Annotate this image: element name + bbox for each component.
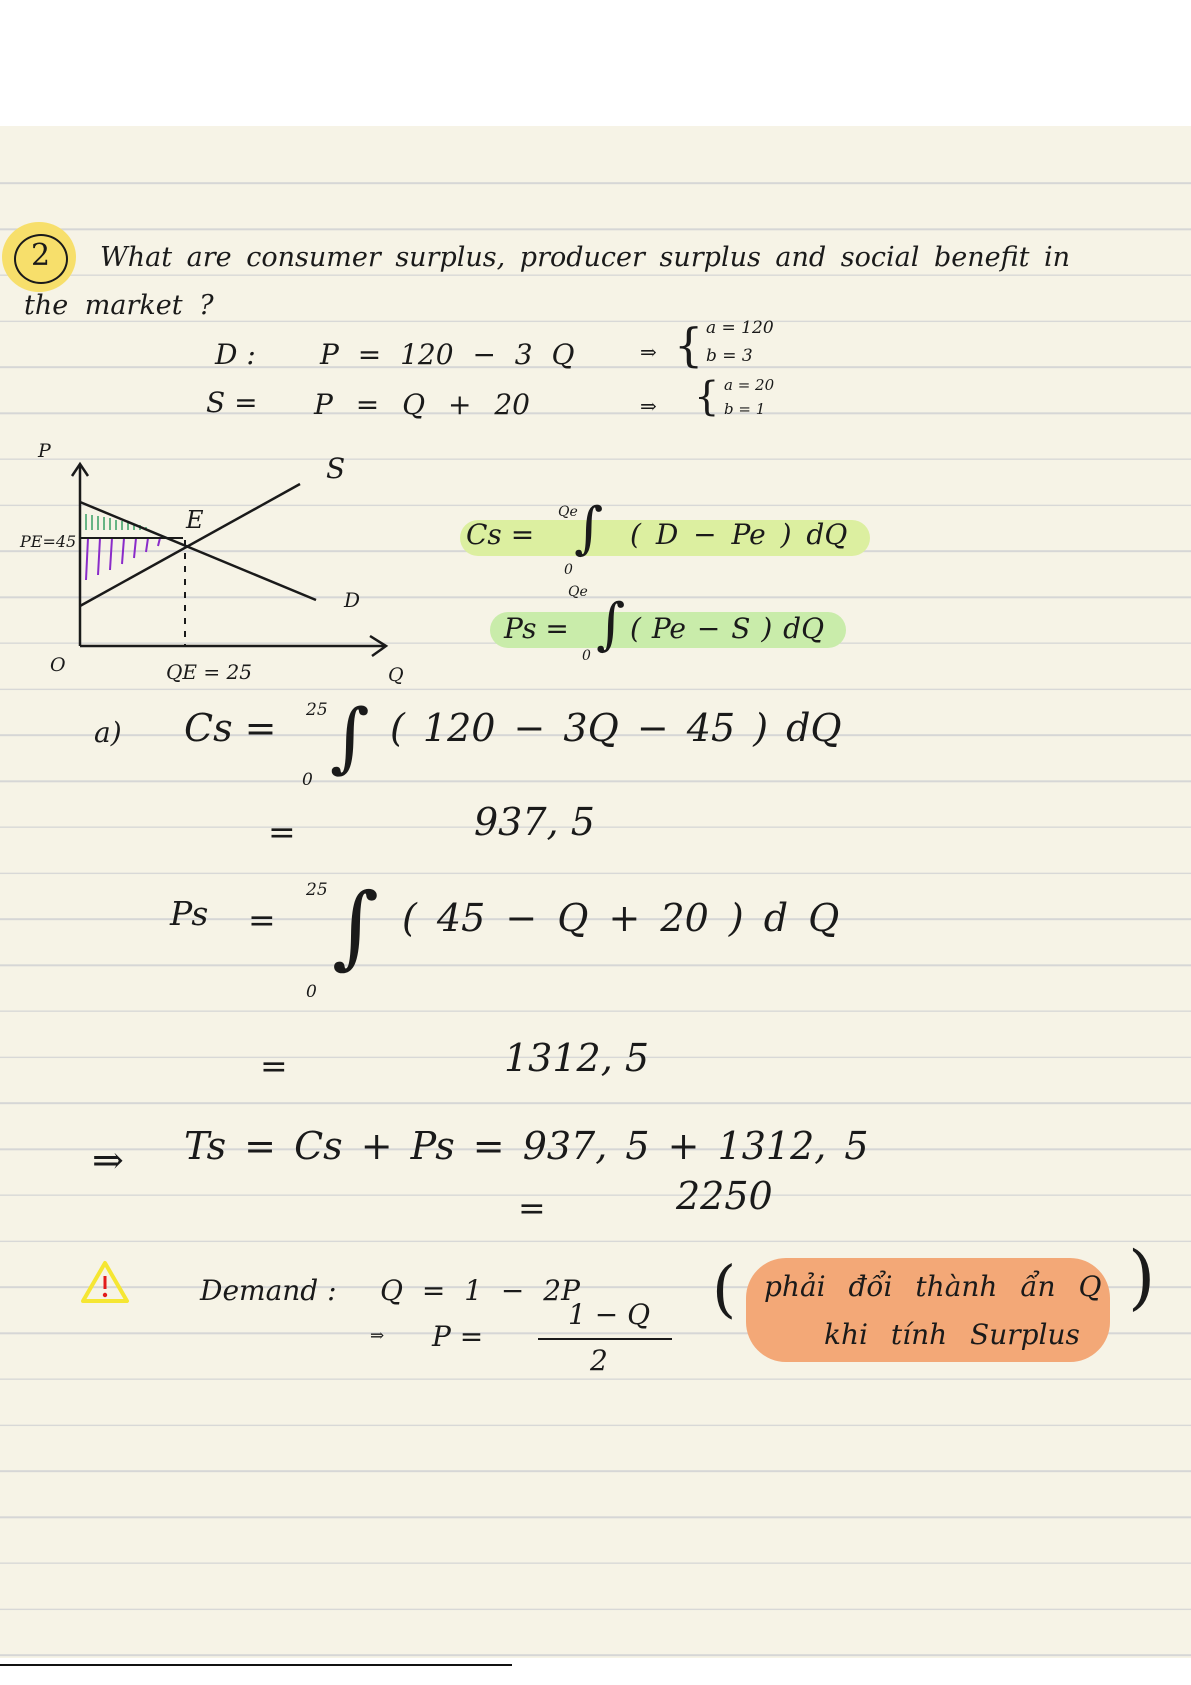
cs-result-equals: = [268,812,296,851]
ps-formula-upper: Qe [568,584,588,600]
demand-brace: { [674,318,704,372]
ts-line: Ts = Cs + Ps = 937, 5 + 1312, 5 [184,1124,869,1168]
scroll-progress-rule [0,1664,512,1666]
cs-formula-lower: 0 [564,562,573,578]
equilibrium-label: E [186,506,204,534]
origin-label: O [50,654,66,676]
demand-equation: P = 120 − 3 Q [320,338,575,371]
supply-curve [80,484,300,606]
ps-calc-integral-sign: ∫ [332,874,379,979]
cs-formula-upper: Qe [558,504,578,520]
cs-calc-upper: 25 [306,700,328,720]
supply-a: a = 20 [724,376,775,394]
ps-formula-lower: 0 [582,648,591,664]
demand-a: a = 120 [706,318,774,338]
note-demand-label: Demand : [200,1274,337,1307]
qe-label: QE = 25 [166,660,252,684]
notebook-page [0,126,1191,1658]
note-p-lhs: P = [432,1320,484,1353]
supply-arrow: ⇒ [640,394,657,418]
supply-b: b = 1 [724,400,766,418]
part-a-label: a) [94,716,122,749]
note-denominator: 2 [590,1344,608,1377]
cs-calc-body: ( 120 − 3Q − 45 ) dQ [390,706,842,750]
producer-surplus-area [86,538,160,580]
question-number: 2 [31,238,51,273]
ps-calc-equals: = [248,900,276,939]
ps-result: 1312, 5 [504,1036,650,1080]
supply-brace: { [694,374,720,420]
ts-result-equals: = [518,1188,546,1227]
remark-line-2: khi tính Surplus [824,1318,1080,1351]
cs-calc-lhs: Cs = [184,706,277,750]
note-arrow: ⇒ [370,1326,385,1346]
note-numerator: 1 − Q [568,1298,651,1331]
cs-calc-integral-sign: ∫ [330,692,370,781]
supply-equation: P = Q + 20 [314,388,530,421]
supply-curve-label: S [326,452,346,485]
remark-close-paren: ) [1128,1236,1156,1318]
demand-b: b = 3 [706,346,753,366]
warning-icon [80,1260,130,1304]
cs-integral-sign: ∫ [574,496,604,561]
ps-calc-body: ( 45 − Q + 20 ) d Q [402,896,840,940]
ps-formula-lhs: Ps = [504,612,569,645]
demand-arrow: ⇒ [640,340,657,364]
ps-integral-sign: ∫ [596,592,626,657]
remark-open-paren: ( [712,1252,737,1325]
ps-result-equals: = [260,1046,288,1085]
ps-calc-lhs: Ps [170,894,209,933]
question-line-1: What are consumer surplus, producer surplus and social benefit in [100,242,1071,273]
supply-label: S = [206,386,258,419]
demand-label: D : [215,338,256,371]
ps-calc-lower: 0 [306,982,317,1002]
p-axis-label: P [38,440,51,462]
ps-formula-body: ( Pe − S ) dQ [630,612,825,645]
cs-formula-lhs: Cs = [466,518,535,551]
cs-formula-body: ( D − Pe ) dQ [630,518,848,551]
note-demand-equation: Q = 1 − 2P [380,1274,580,1307]
cs-result: 937, 5 [474,800,595,844]
surplus-graph [0,430,420,690]
ts-result: 2250 [676,1174,773,1218]
remark-line-1: phải đổi thành ẩn Q [764,1270,1102,1303]
demand-curve-label: D [344,588,361,612]
bottom-bar [0,1658,1191,1685]
ps-calc-upper: 25 [306,880,328,900]
q-axis-label: Q [388,664,404,686]
pe-label: PE=45 [20,532,77,551]
note-fraction-bar [538,1338,672,1340]
question-line-2: the market ? [24,290,214,321]
cs-calc-lower: 0 [302,770,313,790]
ts-arrow: ⇒ [92,1138,124,1182]
